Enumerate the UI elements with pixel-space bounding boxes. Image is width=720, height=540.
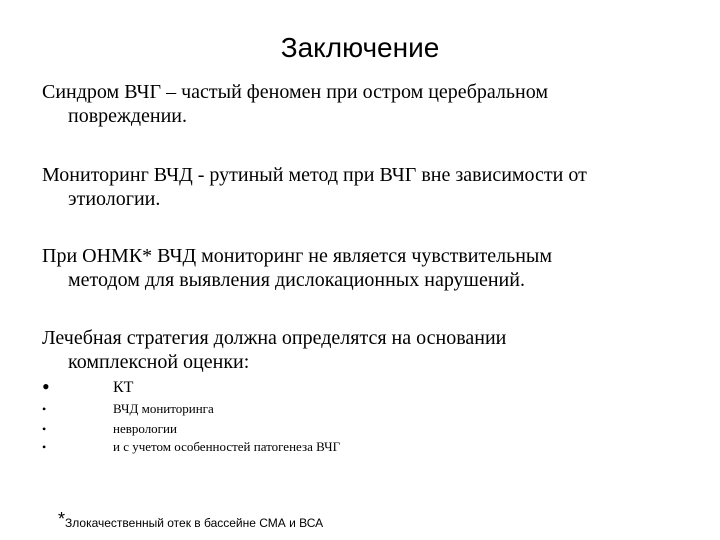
- bullet-icon: •: [42, 422, 47, 436]
- footnote-text: Злокачественный отек в бассейне СМА и ВСА: [65, 516, 324, 530]
- paragraph-line: комплексной оценки:: [68, 351, 250, 373]
- bullet-item-ct: КТ: [113, 379, 134, 396]
- paragraph-line: Мониторинг ВЧД - рутиный метод при ВЧГ вне зависимости от: [42, 164, 587, 186]
- bullet-icon: •: [42, 374, 50, 399]
- bullet-icon: •: [42, 440, 47, 454]
- paragraph-line: Синдром ВЧГ – частый феномен при остром церебральном: [42, 81, 548, 103]
- paragraph-line: Лечебная стратегия должна определятся на основании: [42, 327, 507, 349]
- bullet-item-pathogenesis: и с учетом особенностей патогенеза ВЧГ: [113, 439, 341, 454]
- paragraph-icp-monitoring: [42, 163, 712, 211]
- slide-title: Заключение: [280, 32, 440, 63]
- paragraph-line: методом для выявления дислокационных нарушений.: [68, 269, 525, 291]
- paragraph-line: При ОНМК* ВЧД мониторинг не является чувствительным: [42, 245, 553, 267]
- paragraph-line: повреждении.: [68, 105, 188, 127]
- paragraph-line: этиологии.: [68, 188, 161, 210]
- footnote: [58, 509, 324, 530]
- bullet-item-icp-monitoring: ВЧД мониторинга: [113, 401, 214, 416]
- paragraph-treatment-strategy: [42, 326, 712, 374]
- bullet-icon: •: [42, 402, 47, 416]
- paragraph-stroke: [42, 244, 712, 292]
- footnote-marker: *: [58, 509, 66, 529]
- paragraph-ich-syndrome: [42, 80, 712, 128]
- bullet-item-neurology: неврологии: [113, 421, 177, 436]
